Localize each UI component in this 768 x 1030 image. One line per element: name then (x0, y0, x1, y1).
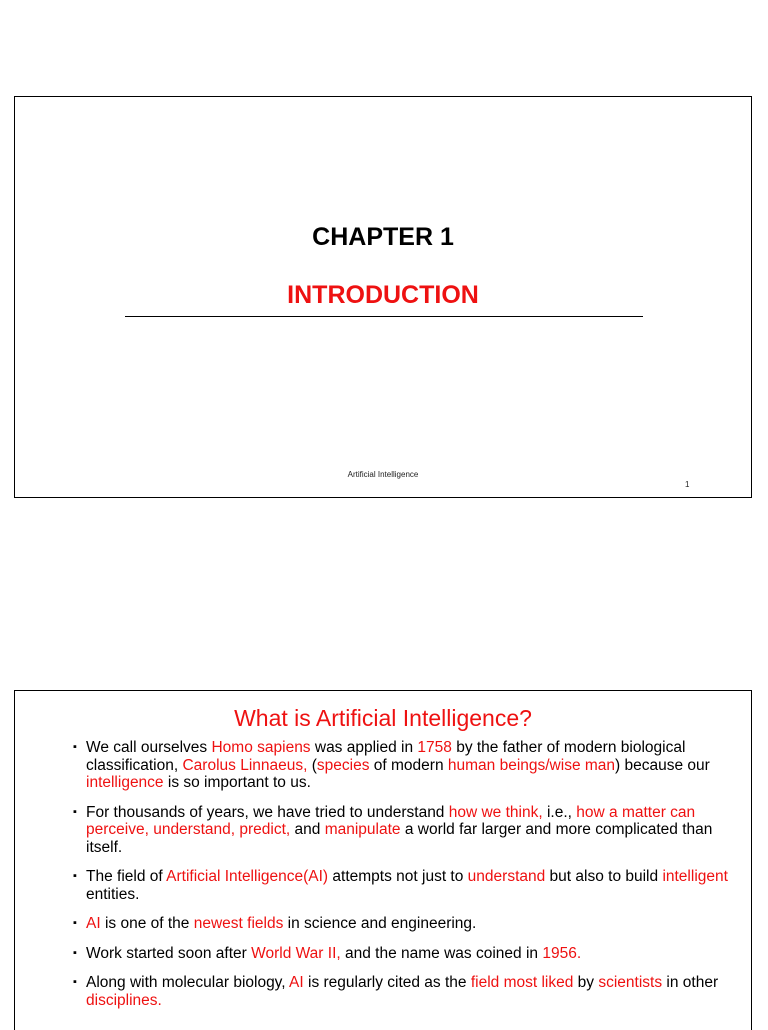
bullet-marker: ▪ (73, 741, 77, 753)
body-text: Along with molecular biology, (86, 974, 290, 991)
body-text: attempts not just to (328, 868, 468, 885)
bullet-item (73, 945, 733, 963)
bullet-item (73, 739, 733, 792)
body-text: entities. (86, 885, 140, 903)
body-text: Work started soon after (86, 944, 252, 962)
highlighted-text: World War II, (251, 944, 341, 962)
slide-what-is-ai (14, 690, 752, 1030)
highlighted-text: 1956. (542, 944, 582, 962)
body-text: The field of (86, 868, 167, 885)
bullet-list (73, 739, 733, 1021)
bullet-item (73, 804, 733, 857)
bullet-marker: ▪ (73, 870, 77, 882)
body-text: was applied in (310, 739, 418, 756)
body-text: by the father of modern biological classification, (86, 739, 686, 774)
bullet-marker: ▪ (73, 976, 77, 988)
body-text: We call ourselves (86, 739, 212, 756)
highlighted-text: disciplines. (86, 991, 162, 1009)
highlighted-text: Artificial Intelligence(AI) (166, 868, 329, 885)
body-text: ) because our (615, 756, 710, 774)
body-text: is one of the (100, 915, 194, 932)
slide-title (14, 96, 752, 498)
highlighted-text: how we think, (448, 803, 543, 821)
highlighted-text: intelligence (86, 774, 164, 791)
body-text: and (290, 821, 325, 838)
bullet-marker: ▪ (73, 946, 77, 959)
bullet-item (73, 915, 733, 933)
chapter-title: INTRODUCTION (287, 281, 479, 309)
highlighted-text: 1758 (417, 739, 452, 756)
highlighted-text: AI (86, 915, 101, 932)
body-text: is so important to us. (163, 774, 311, 791)
body-text: a world far larger and more complicated than itself. (86, 821, 713, 856)
bullet-item (73, 868, 733, 903)
body-text: in science and engineering. (283, 915, 477, 932)
highlighted-text: understand (467, 868, 546, 885)
highlighted-text: field most liked (470, 974, 574, 991)
highlighted-text: scientists (598, 974, 663, 991)
slide-heading: What is Artificial Intelligence? (234, 705, 532, 731)
slide-footer: Artificial Intelligence (347, 470, 419, 479)
body-text: by (573, 974, 599, 991)
highlighted-text: species (316, 756, 370, 774)
body-text: and the name was coined in (340, 944, 543, 962)
highlighted-text: AI (289, 974, 304, 991)
highlighted-text: Homo sapiens (211, 739, 311, 756)
body-text: i.e., (542, 803, 577, 821)
highlighted-text: Carolus Linnaeus, (182, 756, 308, 774)
bullet-marker: ▪ (73, 917, 77, 929)
highlighted-text: newest fields (193, 915, 284, 932)
body-text: is regularly cited as the (303, 974, 471, 991)
body-text: ( (307, 756, 317, 774)
body-text: For thousands of years, we have tried to understand (86, 803, 449, 821)
bullet-item (73, 974, 733, 1009)
title-divider (125, 316, 643, 317)
highlighted-text: how a matter can perceive, understand, predict, (86, 803, 696, 838)
highlighted-text: human beings/wise man (447, 756, 616, 774)
slide-page-number: 1 (685, 480, 690, 489)
body-text: of modern (369, 756, 448, 774)
chapter-label: CHAPTER 1 (312, 223, 454, 251)
body-text: but also to build (545, 868, 663, 885)
highlighted-text: manipulate (324, 821, 401, 838)
bullet-marker: ▪ (73, 805, 77, 818)
body-text: in other (662, 974, 719, 991)
highlighted-text: intelligent (662, 868, 728, 885)
